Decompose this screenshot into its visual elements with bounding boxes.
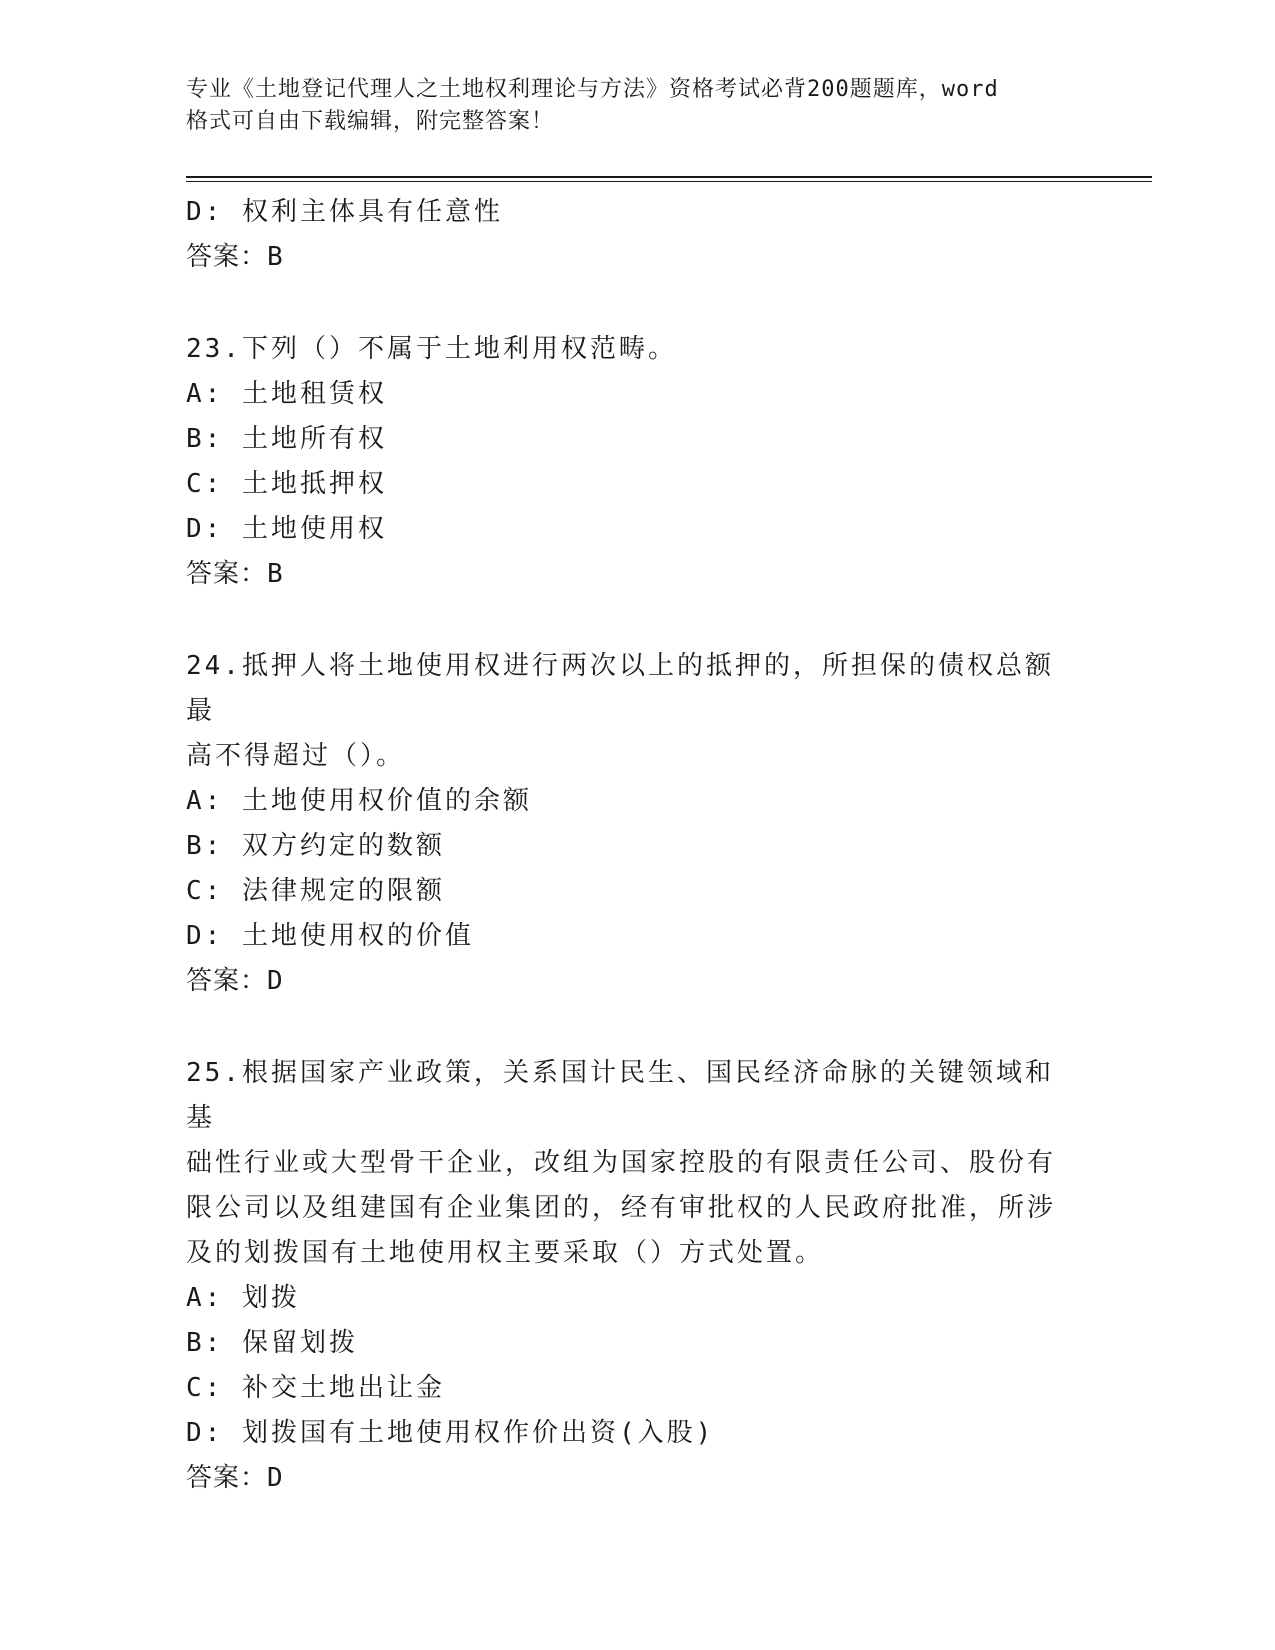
option-d: D: 划拨国有土地使用权作价出资(入股) [186, 1418, 715, 1448]
option-c: C: 法律规定的限额 [186, 876, 445, 906]
question-23 [186, 327, 1066, 597]
answer-line: 答案：B [186, 559, 284, 589]
question-25 [186, 1051, 1066, 1501]
header-divider-top [186, 176, 1152, 178]
header-title-line-1: 专业《土地登记代理人之土地权利理论与方法》资格考试必背200题题库，word [186, 77, 999, 102]
option-c: C: 土地抵押权 [186, 469, 387, 499]
spacer [186, 597, 1066, 644]
question-stem-line-3: 限公司以及组建国有企业集团的，经有审批权的人民政府批准，所涉 [186, 1193, 1057, 1223]
question-list [186, 190, 1066, 1501]
question-stem-line-2: 高不得超过（）。 [186, 741, 406, 771]
question-24 [186, 644, 1066, 1004]
option-d: D: 土地使用权的价值 [186, 921, 474, 951]
spacer [186, 280, 1066, 327]
answer-line: 答案：D [186, 1463, 284, 1493]
question-stem-line-1: 24.抵押人将土地使用权进行两次以上的抵押的，所担保的债权总额最 [186, 651, 1054, 726]
option-a: A: 划拨 [186, 1283, 300, 1313]
header-title-line-2: 格式可自由下载编辑，附完整答案！ [186, 109, 555, 134]
option-c: C: 补交土地出让金 [186, 1373, 445, 1403]
option-b: B: 双方约定的数额 [186, 831, 445, 861]
question-stem-line-2: 础性行业或大型骨干企业，改组为国家控股的有限责任公司、股份有 [186, 1148, 1057, 1178]
question-stem: 23.下列（）不属于土地利用权范畴。 [186, 334, 677, 364]
answer-line: 答案：D [186, 966, 284, 996]
prev-question-tail [186, 190, 1066, 280]
option-b: B: 土地所有权 [186, 424, 387, 454]
answer-line: 答案：B [186, 242, 284, 272]
option-d: D: 土地使用权 [186, 514, 387, 544]
question-stem-line-4: 及的划拨国有土地使用权主要采取（）方式处置。 [186, 1238, 825, 1268]
header-divider-bottom [186, 181, 1152, 182]
option-a: A: 土地租赁权 [186, 379, 387, 409]
spacer [186, 1004, 1066, 1051]
option-d: D: 权利主体具有任意性 [186, 197, 503, 227]
option-b: B: 保留划拨 [186, 1328, 358, 1358]
option-a: A: 土地使用权价值的余额 [186, 786, 532, 816]
document-header [186, 74, 1066, 138]
question-stem-line-1: 25.根据国家产业政策，关系国计民生、国民经济命脉的关键领域和基 [186, 1058, 1054, 1133]
